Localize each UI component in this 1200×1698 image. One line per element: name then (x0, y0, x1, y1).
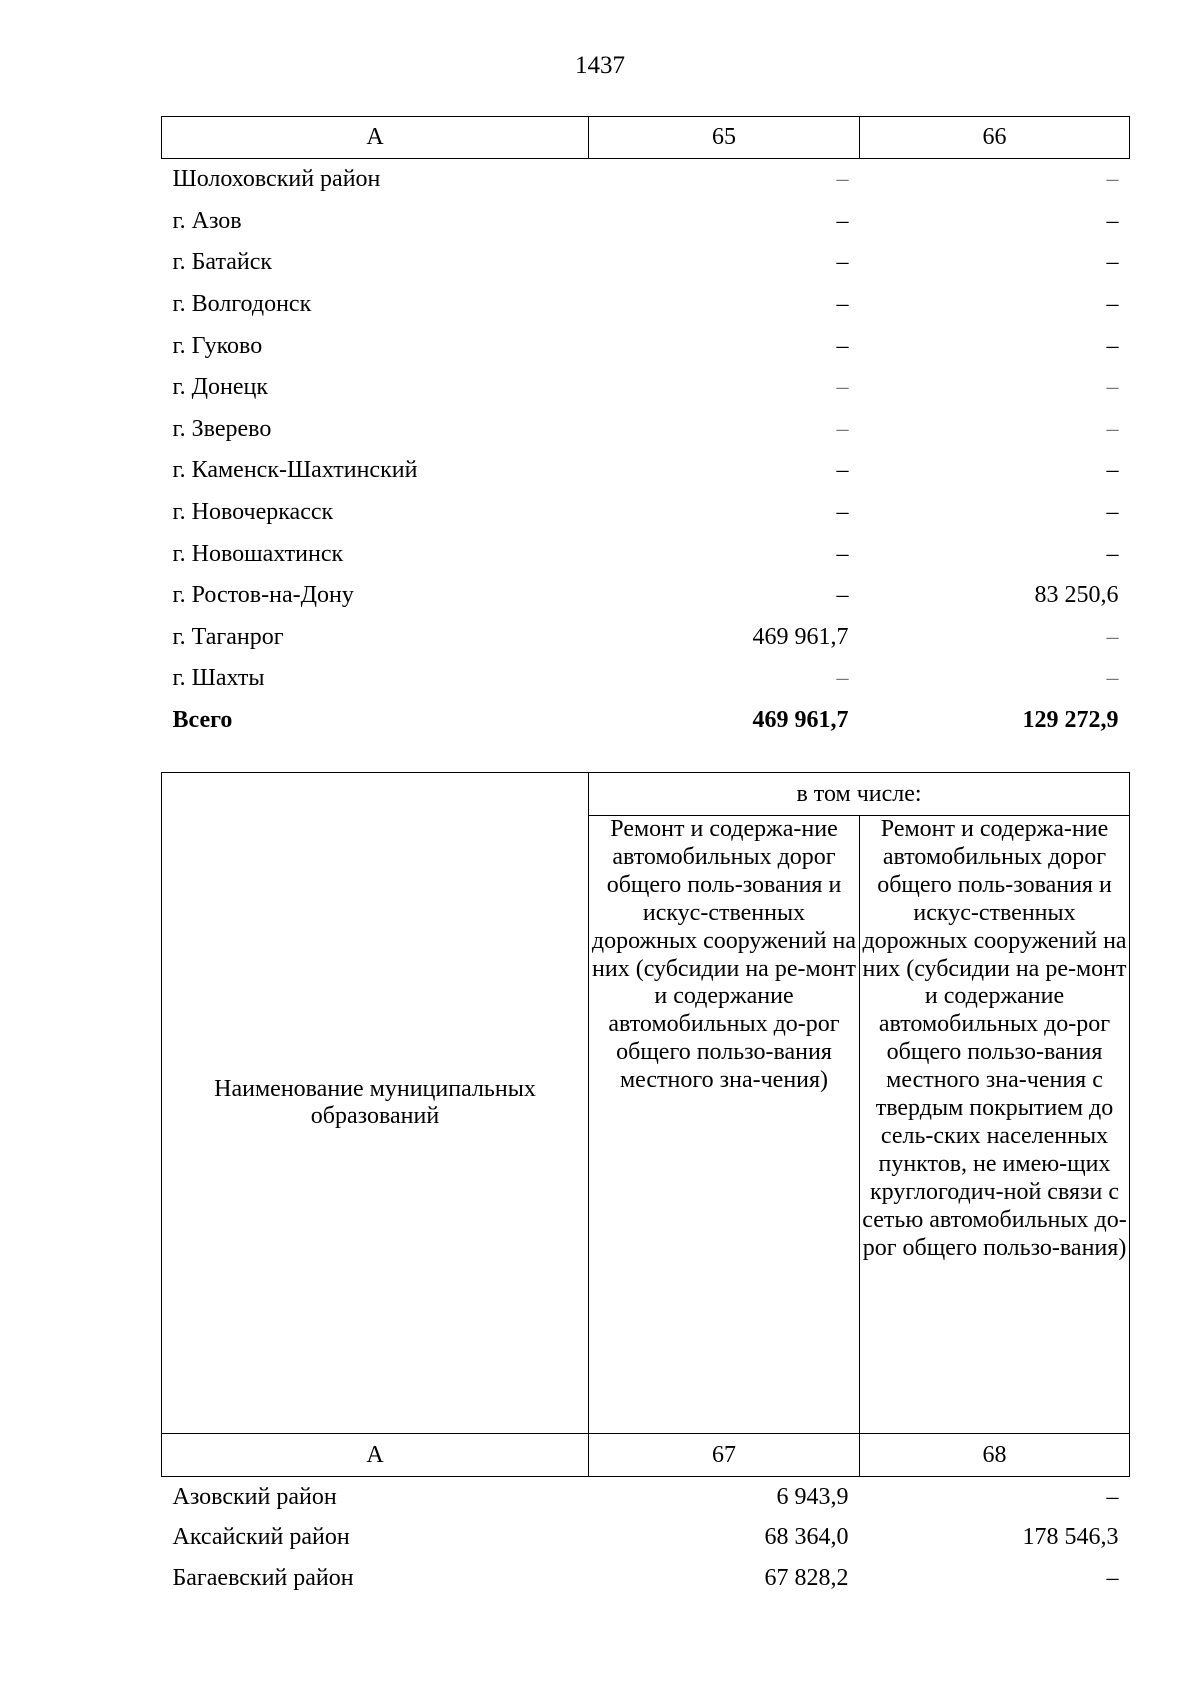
value-65: – (836, 582, 849, 609)
column-number-67: 67 (589, 1434, 860, 1477)
value-66: – (1106, 207, 1119, 234)
value-65: 469 961,7 (752, 623, 849, 650)
municipality-name: г. Батайск (172, 249, 273, 276)
column-68-description (860, 816, 1130, 1434)
page-number: 1437 (575, 52, 625, 79)
municipality-name: Аксайский район (172, 1524, 350, 1551)
value-65: – (836, 540, 849, 567)
value-66: – (1106, 374, 1119, 401)
value-65: – (836, 499, 849, 526)
municipality-name: г. Азов (172, 207, 242, 234)
table-columns-67-68 (161, 772, 1130, 1599)
table-row (162, 159, 1130, 201)
table-row (162, 1518, 1130, 1559)
table-row (162, 1558, 1130, 1599)
value-68: – (1106, 1483, 1119, 1510)
value-66: – (1106, 540, 1119, 567)
municipality-name: г. Новошахтинск (172, 540, 344, 567)
municipality-name: г. Ростов-на-Дону (172, 582, 354, 609)
table-row (162, 367, 1130, 409)
municipality-name: г. Шахты (172, 665, 265, 692)
total-label: Всего (172, 707, 233, 734)
table-row (162, 325, 1130, 367)
table-row (162, 492, 1130, 534)
table-row (162, 1477, 1130, 1518)
value-65: – (836, 374, 849, 401)
value-68: – (1106, 1564, 1119, 1591)
value-65: – (836, 291, 849, 318)
column-number-a: А (162, 1434, 589, 1477)
municipality-name-header: Наименование муниципальных образований (162, 773, 589, 1434)
value-65: – (836, 415, 849, 442)
table-row (162, 284, 1130, 326)
value-65: – (836, 457, 849, 484)
total-value-66: 129 272,9 (1022, 707, 1119, 734)
municipality-name: г. Волгодонск (172, 291, 312, 318)
value-65: – (836, 332, 849, 359)
table-row (162, 242, 1130, 284)
municipality-name: г. Новочеркасск (172, 499, 334, 526)
municipality-name: г. Каменск-Шахтинский (172, 457, 418, 484)
table-row (162, 533, 1130, 575)
value-65: – (836, 249, 849, 276)
table-header-row (162, 117, 1130, 159)
value-65: – (836, 665, 849, 692)
municipality-name: Азовский район (172, 1483, 337, 1510)
municipality-name: г. Зверево (172, 415, 272, 442)
municipality-name: Багаевский район (172, 1564, 354, 1591)
value-65: – (836, 207, 849, 234)
value-66: – (1106, 291, 1119, 318)
total-value-65: 469 961,7 (752, 707, 849, 734)
table-columns-65-66 (161, 116, 1130, 741)
value-67: 6 943,9 (776, 1483, 849, 1510)
table-row (162, 658, 1130, 700)
column-header-65: 65 (589, 117, 860, 159)
column-header-a: А (162, 117, 589, 159)
value-68: 178 546,3 (1022, 1524, 1119, 1551)
table-row (162, 201, 1130, 243)
table-row (162, 450, 1130, 492)
total-row (162, 700, 1130, 742)
value-67: 67 828,2 (764, 1564, 849, 1591)
municipality-name: Шолоховский район (172, 166, 381, 193)
value-66: 83 250,6 (1034, 582, 1119, 609)
value-66: – (1106, 249, 1119, 276)
group-header-row (162, 773, 1130, 816)
value-66: – (1106, 415, 1119, 442)
value-66: – (1106, 499, 1119, 526)
value-66: – (1106, 332, 1119, 359)
value-66: – (1106, 623, 1119, 650)
group-header: в том числе: (589, 773, 1130, 816)
column-67-description (589, 816, 860, 1434)
municipality-name: г. Гуково (172, 332, 263, 359)
table-row (162, 575, 1130, 617)
value-67: 68 364,0 (764, 1524, 849, 1551)
column-header-66: 66 (860, 117, 1130, 159)
column-67-description-text: Ремонт и содержа-ние автомобильных дорог общего поль-зования и искус-ственных дорожных сооружений на них (субсидии на ре-монт и содержание автомобильных до-рог общего пользо-вания местного зна-чения) (591, 816, 857, 1094)
value-66: – (1106, 457, 1119, 484)
table-row (162, 409, 1130, 451)
table-row (162, 617, 1130, 659)
column-number-row (162, 1434, 1130, 1477)
column-68-description-text: Ремонт и содержа-ние автомобильных дорог общего поль-зования и искус-ственных дорожных сооружений на них (субсидии на ре-монт и содержание автомобильных до-рог общего пользо-вания местного зна-чения с твердым покрытием до сель-ских населенных пунктов, не имею-щих круглогодич-ной связи с сетью автомобильных до-рог общего пользо-вания) (862, 816, 1127, 1261)
value-66: – (1106, 665, 1119, 692)
municipality-name: г. Донецк (172, 374, 269, 401)
value-65: – (836, 166, 849, 193)
value-66: – (1106, 166, 1119, 193)
column-number-68: 68 (860, 1434, 1130, 1477)
municipality-name: г. Таганрог (172, 623, 284, 650)
